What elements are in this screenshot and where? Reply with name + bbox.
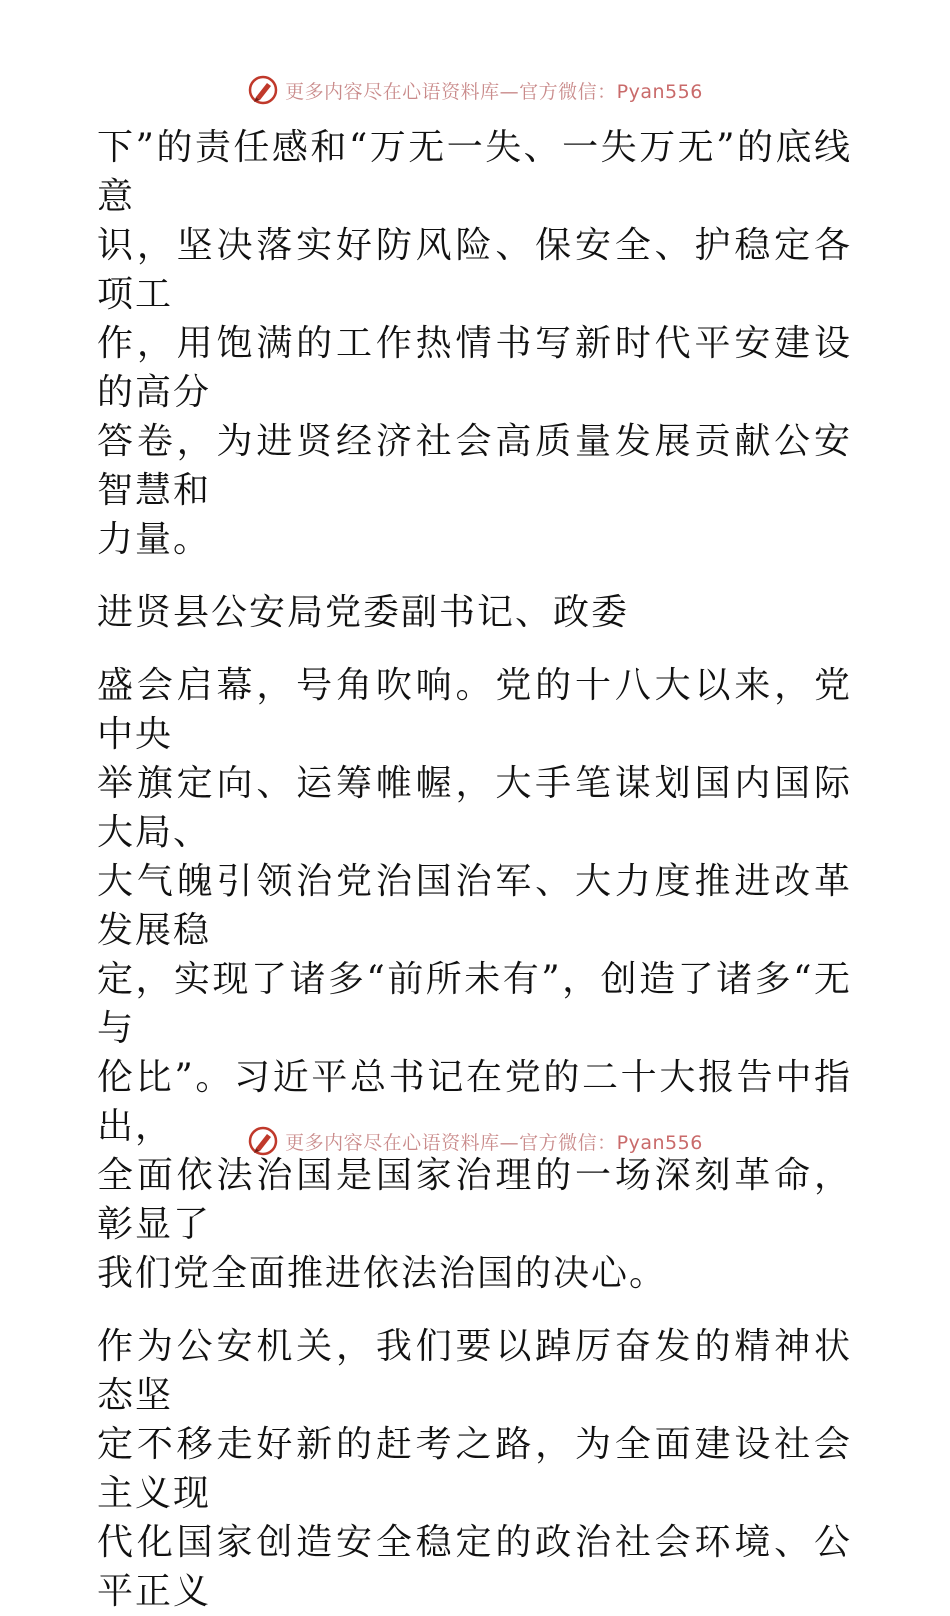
pen-logo-icon bbox=[247, 1125, 279, 1157]
footer-watermark bbox=[0, 1121, 950, 1161]
watermark-text: 更多内容尽在心语资料库—官方微信：Pyan556 bbox=[285, 1131, 703, 1154]
paragraph: 盛会启幕，号角吹响。党的十八大以来，党中央 举旗定向、运筹帷幄，大手笔谋划国内国际大局、 大气魄引领治党治国治军、大力度推进改革发展稳 定，实现了诸多“前所未有”，创造了诸多“无与 伦比”。习近平总书记在党的二十大报告中指出， 全面依法治国是国家治理的一场深刻革命，彰显了 我们党全面推进依法治国的决心。 bbox=[97, 665, 852, 1294]
document-body bbox=[97, 123, 852, 1616]
header-watermark bbox=[0, 70, 950, 110]
paragraph: 作为公安机关，我们要以踔厉奋发的精神状态坚 定不移走好新的赶考之路，为全面建设社会主义现 代化国家创造安全稳定的政治社会环境、公平正义 bbox=[97, 1326, 852, 1612]
paragraph: 下”的责任感和“万无一失、一失万无”的底线意 识，坚决落实好防风险、保安全、护稳定各项工 作，用饱满的工作热情书写新时代平安建设的高分 答卷，为进贤经济社会高质量发展贡献公安智慧和 力量。 bbox=[97, 127, 852, 560]
author-title: 进贤县公安局党委副书记、政委 bbox=[97, 592, 630, 633]
pen-logo-icon bbox=[247, 74, 279, 106]
watermark-text: 更多内容尽在心语资料库—官方微信：Pyan556 bbox=[285, 80, 703, 103]
